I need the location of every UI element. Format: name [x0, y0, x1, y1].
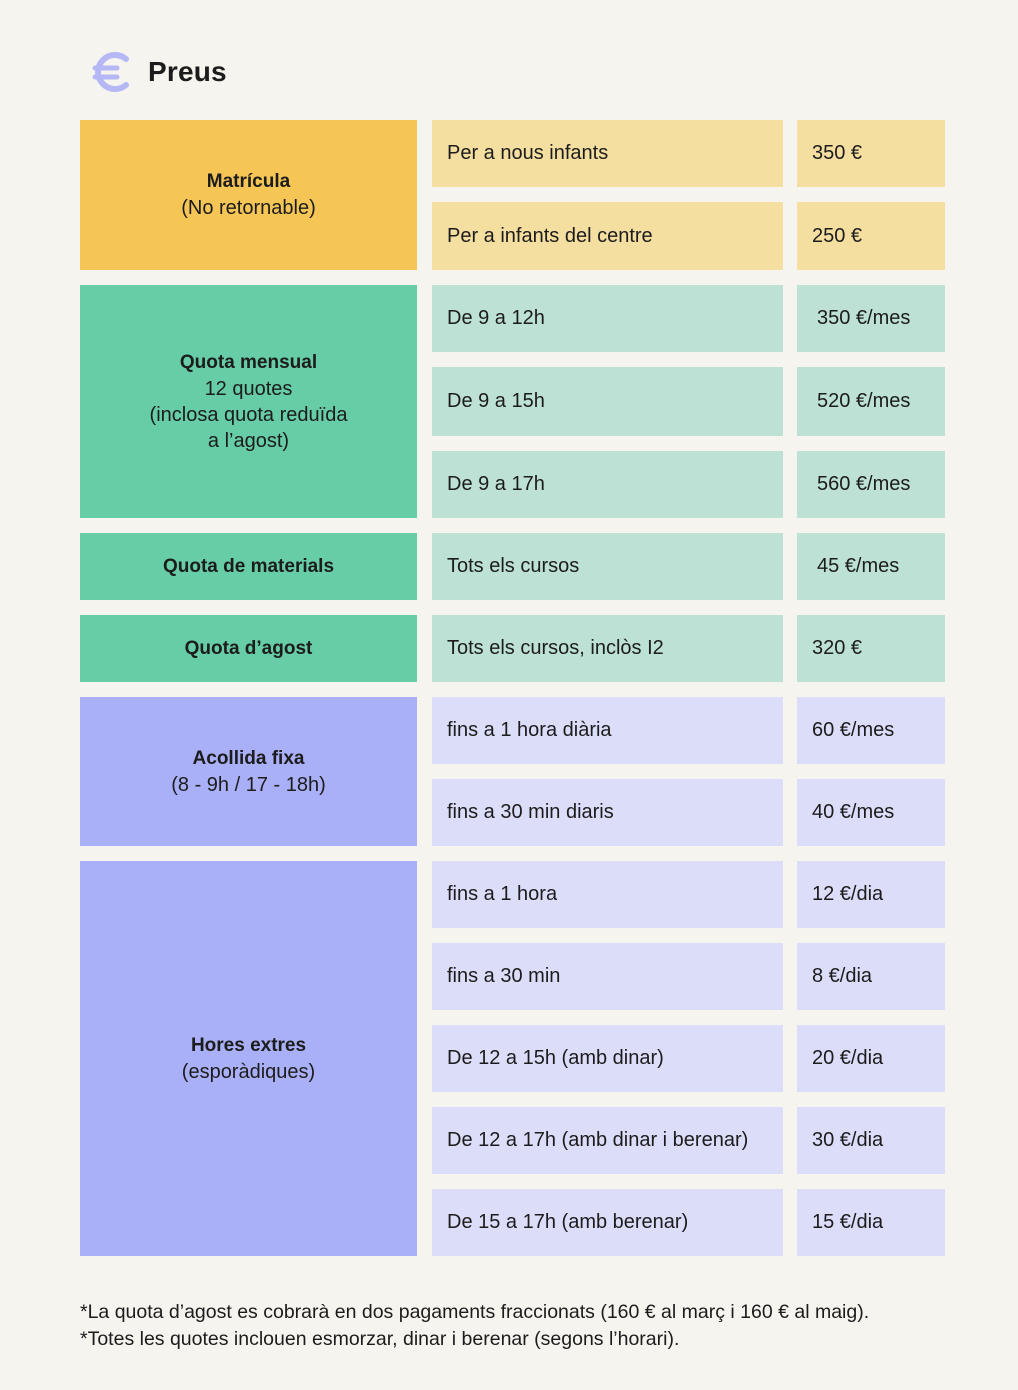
price-value: 560 €/mes [797, 451, 945, 518]
price-description: De 15 a 17h (amb berenar) [432, 1189, 783, 1256]
price-description: De 12 a 15h (amb dinar) [432, 1025, 783, 1092]
price-value: 30 €/dia [797, 1107, 945, 1174]
price-description: De 12 a 17h (amb dinar i berenar) [432, 1107, 783, 1174]
category-subtitle: (esporàdiques) [181, 1060, 316, 1083]
category-name: Hores extres [190, 1034, 307, 1056]
category-subtitle: 12 quotes (inclosa quota reduïda a l’agost) [149, 377, 348, 452]
footnotes [80, 1299, 869, 1353]
category-name: Acollida fixa [192, 747, 305, 769]
euro-icon [92, 50, 136, 94]
category-subtitle: (8 - 9h / 17 - 18h) [171, 773, 326, 796]
price-description: fins a 30 min [432, 943, 783, 1010]
category-name: Quota de materials [162, 555, 335, 577]
category-acollida-fixa [80, 697, 417, 846]
price-value: 12 €/dia [797, 861, 945, 928]
price-description: Per a infants del centre [432, 202, 783, 270]
page-header [92, 50, 227, 94]
price-description: Per a nous infants [432, 120, 783, 187]
category-quota-materials [80, 533, 417, 600]
category-hores-extres [80, 861, 417, 1256]
price-value: 45 €/mes [797, 533, 945, 600]
price-value: 8 €/dia [797, 943, 945, 1010]
footnote: *La quota d’agost es cobrarà en dos pagaments fraccionats (160 € al març i 160 € al maig). [80, 1301, 870, 1323]
price-value: 250 € [797, 202, 945, 270]
price-description: De 9 a 17h [432, 451, 783, 518]
price-value: 350 €/mes [797, 285, 945, 352]
category-matricula [80, 120, 417, 270]
page-title: Preus [148, 56, 227, 87]
category-subtitle: (No retornable) [181, 197, 316, 219]
price-value: 20 €/dia [797, 1025, 945, 1092]
price-description: De 9 a 12h [432, 285, 783, 352]
price-description: fins a 1 hora [432, 861, 783, 928]
price-description: Tots els cursos, inclòs I2 [432, 615, 783, 682]
price-value: 350 € [797, 120, 945, 187]
category-name: Matrícula [206, 171, 291, 192]
footnote: *Totes les quotes inclouen esmorzar, dinar i berenar (segons l’horari). [80, 1328, 680, 1350]
price-value: 40 €/mes [797, 779, 945, 846]
category-name: Quota mensual [179, 351, 318, 373]
price-value: 60 €/mes [797, 697, 945, 764]
price-description: Tots els cursos [432, 533, 783, 600]
price-value: 520 €/mes [797, 367, 945, 436]
price-value: 15 €/dia [797, 1189, 945, 1256]
price-value: 320 € [797, 615, 945, 682]
price-description: fins a 30 min diaris [432, 779, 783, 846]
category-name: Quota d’agost [184, 637, 313, 659]
category-quota-mensual [80, 285, 417, 518]
price-description: fins a 1 hora diària [432, 697, 783, 764]
price-description: De 9 a 15h [432, 367, 783, 436]
category-quota-agost [80, 615, 417, 682]
